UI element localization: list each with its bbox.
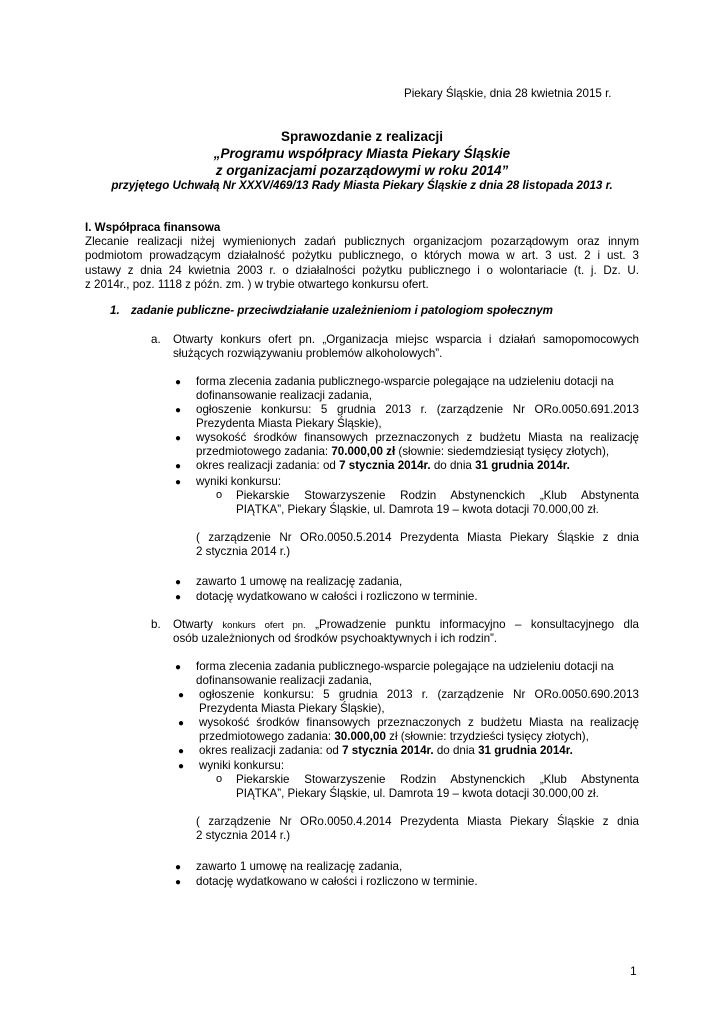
a-announcement-line1: ogłoszenie konkursu: 5 grudnia 2013 r. (zarządzenie Nr ORo.0050.691.2013 (196, 403, 639, 416)
intro-line: z 2014r., poz. 1118 z późn. zm. ) w trybie otwartego konkursu ofert. (85, 277, 429, 291)
item-b-marker: b. (151, 618, 161, 631)
intro-line: ustawy z dnia 24 kwietnia 2003 r. o działalności pożytku publicznego i o wolontariacie (t. j. Dz. U. (85, 263, 639, 277)
section-heading: I. Współpraca finansowa (85, 221, 221, 234)
bullet-icon: ● (175, 377, 182, 388)
b-result-line2: PIĄTKA”, Piekary Śląskie, ul. Damrota 19 – kwota dotacji 30.000,00 zł. (236, 787, 599, 800)
a-period-label: okres realizacji zadania: od (196, 459, 340, 472)
item-b-open: Otwarty (173, 618, 223, 631)
intro-line: Zlecanie realizacji niżej wymienionych zadań publicznych organizacjom pozarządowym oraz innym (85, 235, 639, 248)
a-order-line2: 2 stycznia 2014 r.) (196, 545, 291, 558)
a-announcement-line2: Prezydenta Miasta Piekary Śląskie), (196, 417, 382, 430)
b-announcement-line2: Prezydenta Miasta Piekary Śląskie), (199, 702, 385, 715)
item-b-line2: osób uzależnionych od środków psychoaktywnych i ich rodzin”. (173, 632, 498, 645)
b-order-line1: ( zarządzenie Nr ORo.0050.4.2014 Prezydenta Miasta Piekary Śląskie z dnia (196, 815, 639, 828)
b-period-label: okres realizacji zadania: od (199, 744, 343, 757)
bullet-icon: ● (175, 592, 182, 603)
a-settlement: dotację wydatkowano w całości i rozliczono w terminie. (196, 590, 478, 603)
task-title: zadanie publiczne- przeciwdziałanie uzależnieniom i patologiom społecznym (131, 304, 553, 317)
a-period-start: 7 stycznia 2014r. (339, 459, 431, 472)
circle-bullet-icon: o (216, 773, 223, 785)
b-announcement-line1: ogłoszenie konkursu: 5 grudnia 2013 r. (zarządzenie Nr ORo.0050.690.2013 (199, 688, 639, 701)
b-form-line1: forma zlecenia zadania publicznego-wsparcie polegające na udzieleniu dotacji na (196, 660, 614, 673)
bullet-icon: ● (175, 577, 182, 588)
item-a-line1: Otwarty konkurs ofert pn. „Organizacja miejsc wsparcia i działań samopomocowych (173, 333, 639, 346)
resolution-subtitle: przyjętego Uchwałą Nr XXXV/469/13 Rady Miasta Piekary Śląskie z dnia 28 listopada 2013 r. (111, 179, 613, 192)
task-number: 1. (110, 304, 120, 317)
bullet-icon: ● (175, 433, 182, 444)
b-funds-words: zł (słownie: trzydzieści tysięcy złotych), (385, 730, 589, 743)
item-b-contest: konkurs ofert pn. (222, 620, 306, 631)
b-result-line1: Piekarskie Stowarzyszenie Rodzin Abstynenckich „Klub Abstynenta (236, 773, 639, 786)
b-period (199, 744, 573, 757)
program-title-line1: „Programu współpracy Miasta Piekary Śląskie (213, 146, 511, 161)
bullet-icon: ● (178, 718, 185, 729)
a-funds-line1: wysokość środków finansowych przeznaczonych z budżetu Miasta na realizację (196, 431, 639, 444)
a-period-end: 31 grudnia 2014r. (475, 459, 570, 472)
item-a-line2: służących rozwiązywaniu problemów alkoholowych”. (173, 347, 443, 360)
a-form-line1: forma zlecenia zadania publicznego-wsparcie polegające na udzieleniu dotacji na (196, 375, 614, 388)
place-date: Piekary Śląskie, dnia 28 kwietnia 2015 r. (404, 87, 612, 100)
a-results-label: wyniki konkursu: (196, 475, 282, 488)
item-a-marker: a. (151, 333, 161, 346)
a-period-to: do dnia (430, 459, 476, 472)
bullet-icon: ● (175, 862, 182, 873)
b-period-start: 7 stycznia 2014r. (342, 744, 434, 757)
a-result-line1: Piekarskie Stowarzyszenie Rodzin Abstynenckich „Klub Abstynenta (236, 489, 639, 502)
a-form-line2: dofinansowanie realizacji zadania, (196, 389, 372, 402)
a-order-line1: ( zarządzenie Nr ORo.0050.5.2014 Prezydenta Miasta Piekary Śląskie z dnia (196, 531, 639, 544)
report-title: Sprawozdanie z realizacji (280, 129, 444, 144)
b-period-end: 31 grudnia 2014r. (478, 744, 573, 757)
b-form-line2: dofinansowanie realizacji zadania, (196, 674, 372, 687)
bullet-icon: ● (175, 405, 182, 416)
section-intro (85, 235, 639, 291)
a-funds-words: (słownie: siedemdziesiąt tysięcy złotych), (395, 445, 610, 458)
b-contract: zawarto 1 umowę na realizację zadania, (196, 860, 403, 873)
a-period (196, 459, 570, 472)
program-title-line2: z organizacjami pozarządowymi w roku 2014” (215, 163, 509, 178)
item-b-line1 (173, 618, 639, 632)
bullet-icon: ● (178, 746, 185, 757)
intro-line: podmiotom prowadzącym działalność pożytku publicznego, o których mowa w art. 3 ust. 2 i ust. 3 (85, 249, 639, 263)
bullet-icon: ● (175, 461, 182, 472)
bullet-icon: ● (175, 877, 182, 888)
b-results-label: wyniki konkursu: (199, 759, 285, 772)
b-funds-label: przedmiotowego zadania: (199, 730, 335, 743)
bullet-icon: ● (175, 477, 182, 488)
page-number: 1 (630, 964, 637, 978)
a-funds-line2 (196, 445, 609, 458)
b-order-line2: 2 stycznia 2014 r.) (196, 829, 291, 842)
b-funds-line2 (199, 730, 589, 743)
b-funds-amount: 30.000,00 (334, 730, 386, 743)
a-funds-amount: 70.000,00 zł (331, 445, 396, 458)
b-funds-line1: wysokość środków finansowych przeznaczonych z budżetu Miasta na realizację (199, 716, 639, 729)
item-b-title: „Prowadzenie punktu informacyjno – konsultacyjnego dla (305, 618, 639, 631)
a-result-line2: PIĄTKA”, Piekary Śląskie, ul. Damrota 19 – kwota dotacji 70.000,00 zł. (236, 503, 599, 516)
bullet-icon: ● (178, 690, 185, 701)
bullet-icon: ● (178, 761, 185, 772)
a-funds-label: przedmiotowego zadania: (196, 445, 332, 458)
circle-bullet-icon: o (216, 489, 223, 501)
a-contract: zawarto 1 umowę na realizację zadania, (196, 575, 403, 588)
b-period-to: do dnia (433, 744, 479, 757)
bullet-icon: ● (175, 662, 182, 673)
b-settlement: dotację wydatkowano w całości i rozliczono w terminie. (196, 875, 478, 888)
